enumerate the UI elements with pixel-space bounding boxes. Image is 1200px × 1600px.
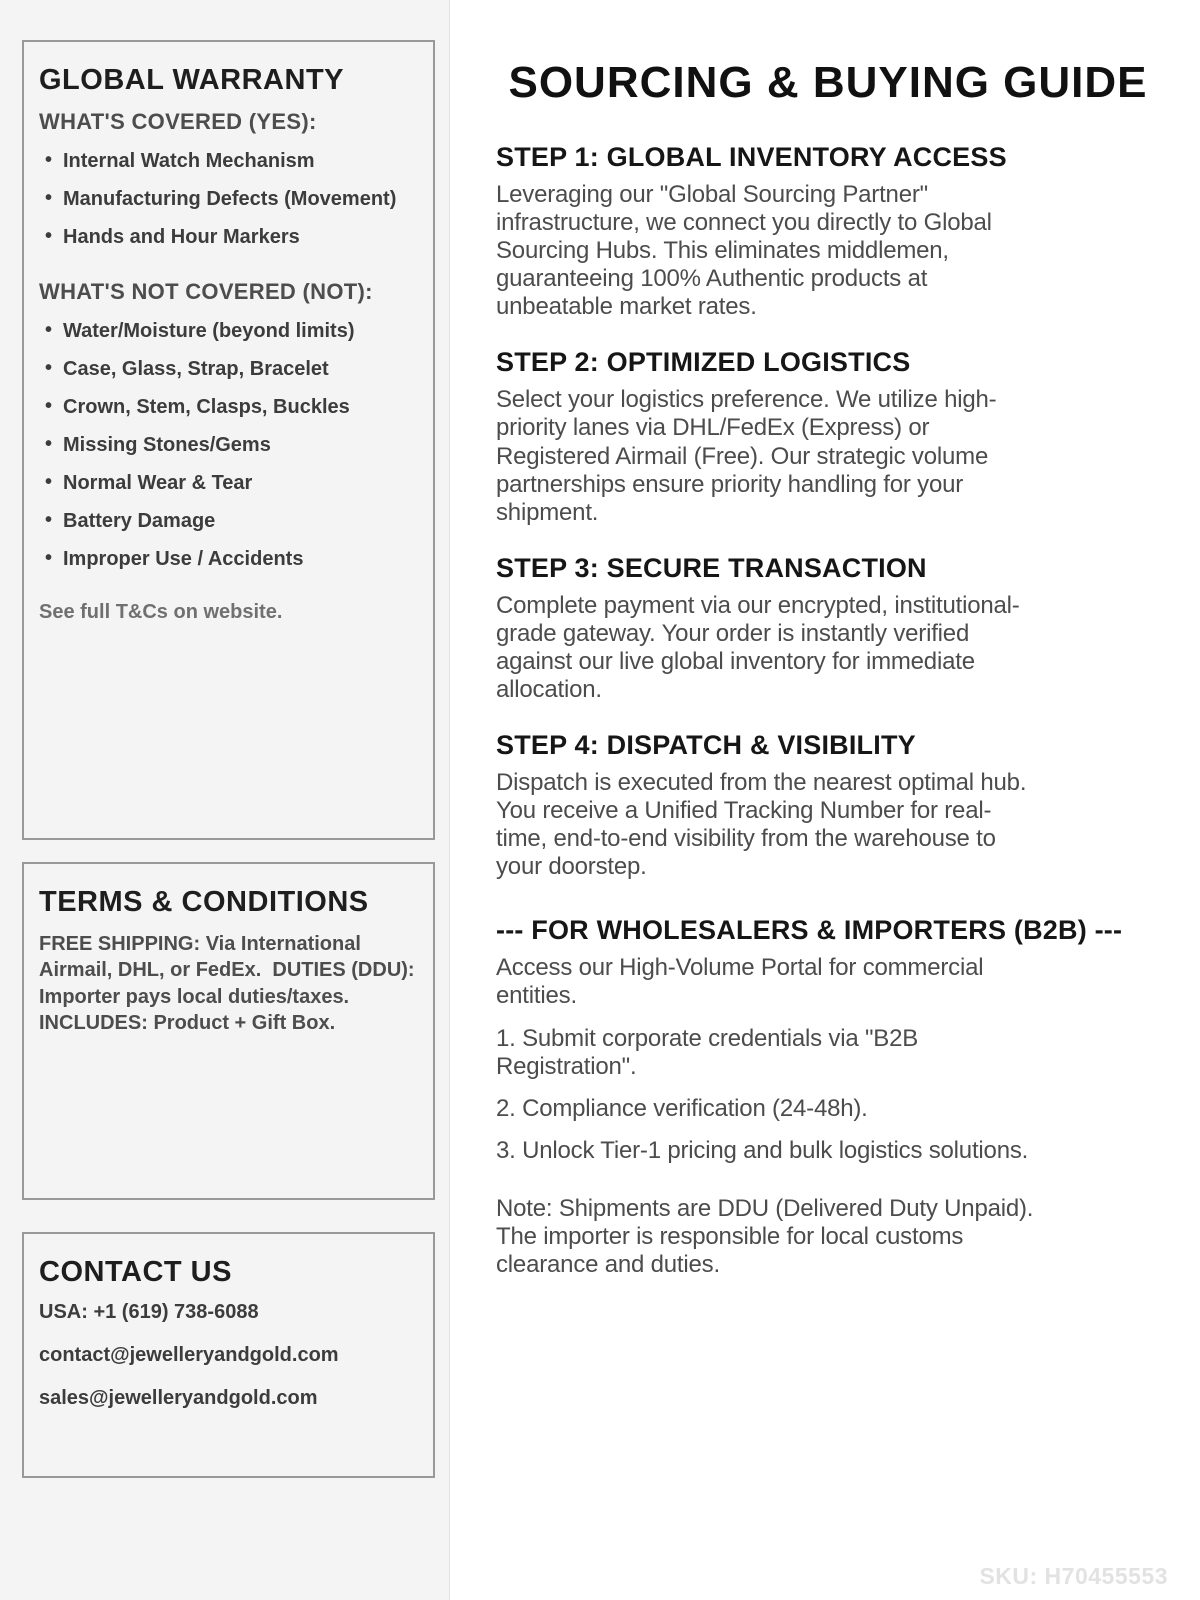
list-item: • Internal Watch Mechanism bbox=[39, 150, 417, 173]
list-item: • Hands and Hour Markers bbox=[39, 226, 417, 249]
warranty-box bbox=[22, 40, 435, 840]
step-4-body: Dispatch is executed from the nearest optimal hub. You receive a Unified Tracking Number for real-time, end-to-end visibility from the warehouse to your doorstep. bbox=[496, 769, 1027, 881]
contact-box bbox=[22, 1232, 435, 1478]
list-item: • Normal Wear & Tear bbox=[39, 472, 417, 495]
terms-body: FREE SHIPPING: Via International Airmail, DHL, or FedEx. DUTIES (DDU): Importer pays local duties/taxes. INCLUDES: Product + Gift Box. bbox=[39, 933, 421, 1035]
b2b-item-2: 2. Compliance verification (24-48h). bbox=[496, 1094, 868, 1122]
warranty-not-covered-list bbox=[39, 320, 417, 571]
contact-title: CONTACT US bbox=[39, 1256, 232, 1288]
step-4-heading: STEP 4: DISPATCH & VISIBILITY bbox=[496, 730, 916, 761]
warranty-not-covered-title: WHAT'S NOT COVERED (NOT): bbox=[39, 279, 373, 304]
list-item: • Water/Moisture (beyond limits) bbox=[39, 320, 417, 343]
b2b-note: Note: Shipments are DDU (Delivered Duty Unpaid). The importer is responsible for local customs clearance and duties. bbox=[496, 1194, 1034, 1279]
step-1-heading: STEP 1: GLOBAL INVENTORY ACCESS bbox=[496, 142, 1007, 172]
step-3-heading: STEP 3: SECURE TRANSACTION bbox=[496, 552, 927, 583]
warranty-covered-list bbox=[39, 150, 417, 249]
list-item: • Improper Use / Accidents bbox=[39, 548, 417, 571]
step-1-section bbox=[496, 142, 1160, 321]
sales-email: sales@jewelleryandgold.com bbox=[39, 1387, 318, 1409]
b2b-heading: --- FOR WHOLESALERS & IMPORTERS (B2B) --- bbox=[496, 915, 1123, 946]
warranty-title: GLOBAL WARRANTY bbox=[39, 64, 345, 96]
step-2-heading: STEP 2: OPTIMIZED LOGISTICS bbox=[496, 347, 911, 378]
step-2-section bbox=[496, 347, 1160, 526]
b2b-intro: Access our High-Volume Portal for commercial entities. bbox=[496, 954, 984, 1010]
step-3-body: Complete payment via our encrypted, institutional-grade gateway. Your order is instantly verified against our live global inventory for immediate allocation. bbox=[496, 591, 1020, 704]
list-item: • Crown, Stem, Clasps, Buckles bbox=[39, 396, 417, 419]
warranty-covered-title: WHAT'S COVERED (YES): bbox=[39, 109, 317, 134]
step-2-body: Select your logistics preference. We utilize high-priority lanes via DHL/FedEx (Express) or Registered Airmail (Free). Our strategic volume partnerships ensure priority handling for your shipment. bbox=[496, 386, 997, 526]
sku-label: SKU: H70455553 bbox=[979, 1563, 1168, 1589]
list-item: • Battery Damage bbox=[39, 510, 417, 533]
terms-title: TERMS & CONDITIONS bbox=[39, 886, 369, 918]
step-4-section bbox=[496, 730, 1160, 881]
b2b-item-3: 3. Unlock Tier-1 pricing and bulk logistics solutions. bbox=[496, 1136, 1029, 1164]
contact-email: contact@jewelleryandgold.com bbox=[39, 1344, 339, 1366]
b2b-item-1: 1. Submit corporate credentials via "B2B Registration". bbox=[496, 1024, 919, 1080]
contact-phone: USA: +1 (619) 738-6088 bbox=[39, 1301, 259, 1323]
sidebar bbox=[0, 0, 450, 1600]
terms-box bbox=[22, 862, 435, 1200]
warranty-footnote: See full T&Cs on website. bbox=[39, 601, 283, 623]
b2b-section bbox=[496, 915, 1160, 1279]
list-item: • Case, Glass, Strap, Bracelet bbox=[39, 358, 417, 381]
page-title: SOURCING & BUYING GUIDE bbox=[508, 58, 1148, 107]
step-3-section bbox=[496, 553, 1160, 704]
list-item: • Missing Stones/Gems bbox=[39, 434, 417, 457]
step-1-body: Leveraging our "Global Sourcing Partner" infrastructure, we connect you directly to Global Sourcing Hubs. This eliminates middlemen, guaranteeing 100% Authentic products at unbeatable market rates. bbox=[496, 181, 992, 321]
main-content bbox=[450, 0, 1200, 1600]
list-item: • Manufacturing Defects (Movement) bbox=[39, 188, 417, 211]
